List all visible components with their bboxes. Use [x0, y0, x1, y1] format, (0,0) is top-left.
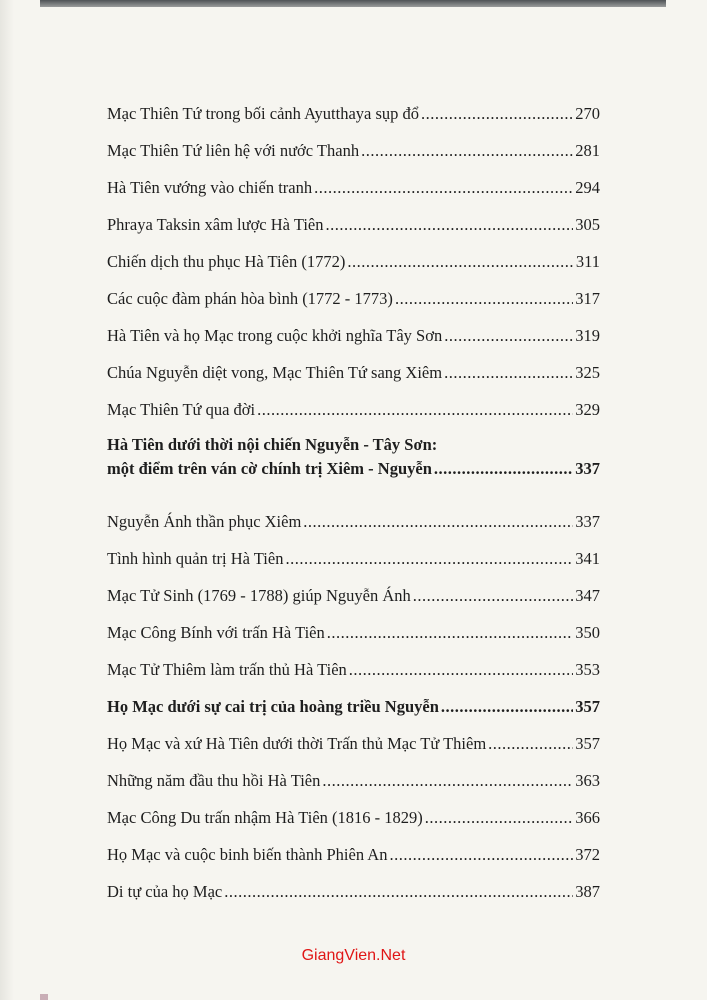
toc-entry — [107, 510, 600, 547]
toc-entry-title: Mạc Tử Thiêm làm trấn thủ Hà Tiên — [107, 660, 347, 679]
dot-leader — [444, 326, 573, 346]
toc-entry — [107, 102, 600, 139]
dot-leader — [441, 697, 573, 717]
toc-entry-page: 341 — [575, 549, 600, 568]
toc-entry-title: Hà Tiên và họ Mạc trong cuộc khởi nghĩa Tây Sơn — [107, 326, 443, 345]
toc-entry-page: 353 — [575, 660, 600, 679]
dot-leader — [434, 459, 573, 479]
toc-entry-page: 363 — [575, 771, 600, 790]
toc-section-heading — [107, 435, 600, 510]
toc-entry-page: 270 — [575, 104, 600, 123]
toc-entry-title: Những năm đầu thu hồi Hà Tiên — [107, 771, 321, 790]
page-edge-mark — [40, 994, 48, 1000]
toc-entry — [107, 324, 600, 361]
toc-entry-page: 366 — [575, 808, 600, 827]
dot-leader — [395, 289, 573, 309]
toc-entry-title: Mạc Thiên Tứ liên hệ với nước Thanh — [107, 141, 360, 160]
dot-leader — [413, 586, 573, 606]
toc-entry — [107, 213, 600, 250]
toc-entry-title: Chúa Nguyễn diệt vong, Mạc Thiên Tứ sang Xiêm — [107, 363, 443, 382]
page-gutter-shadow — [0, 0, 14, 1000]
dot-leader — [361, 141, 573, 161]
toc-entry-title: Mạc Công Du trấn nhậm Hà Tiên (1816 - 1829) — [107, 808, 423, 827]
toc-entry — [107, 139, 600, 176]
toc-entry-page: 337 — [575, 512, 600, 531]
toc-entry — [107, 176, 600, 213]
toc-entry-page: 387 — [575, 882, 600, 901]
toc-section-title-line1: Hà Tiên dưới thời nội chiến Nguyễn - Tây Sơn: — [107, 435, 438, 454]
toc-entry-page: 329 — [575, 400, 600, 419]
toc-section-title: Họ Mạc dưới sự cai trị của hoàng triều Nguyễn — [107, 697, 439, 716]
toc-entry-title: Các cuộc đàm phán hòa bình (1772 - 1773) — [107, 289, 393, 308]
toc-entry-page: 311 — [575, 252, 600, 271]
toc-entry-title: Di tự của họ Mạc — [107, 882, 223, 901]
toc-entry-title: Mạc Tử Sinh (1769 - 1788) giúp Nguyễn Ánh — [107, 586, 411, 605]
toc-entry — [107, 250, 600, 287]
toc-entry-page: 347 — [575, 586, 600, 605]
dot-leader — [327, 623, 574, 643]
toc-entry — [107, 658, 600, 695]
dot-leader — [347, 252, 574, 272]
toc-entry-page: 281 — [575, 141, 600, 160]
dot-leader — [285, 549, 573, 569]
toc-entry-title: Tình hình quản trị Hà Tiên — [107, 549, 284, 568]
toc-entry — [107, 361, 600, 398]
dot-leader — [349, 660, 573, 680]
toc-entry-page: 372 — [575, 845, 600, 864]
dot-leader — [421, 104, 573, 124]
toc-section-page: 337 — [575, 459, 600, 478]
toc-entry-page: 317 — [575, 289, 600, 308]
toc-section-page: 357 — [575, 697, 600, 716]
toc-entry-page: 319 — [575, 326, 600, 345]
toc-entry — [107, 880, 600, 917]
toc-entry — [107, 287, 600, 324]
toc-entry — [107, 547, 600, 584]
toc-entry-page: 350 — [575, 623, 600, 642]
toc-entry — [107, 584, 600, 621]
toc-entry — [107, 621, 600, 658]
toc-entry-title: Mạc Công Bính với trấn Hà Tiên — [107, 623, 325, 642]
toc-entry-title: Mạc Thiên Tứ qua đời — [107, 400, 256, 419]
dot-leader — [257, 400, 573, 420]
toc-entry — [107, 398, 600, 435]
toc-entry-page: 294 — [575, 178, 600, 197]
dot-leader — [444, 363, 573, 383]
toc-entry-title: Nguyễn Ánh thần phục Xiêm — [107, 512, 302, 531]
toc-entry — [107, 806, 600, 843]
dot-leader — [389, 845, 573, 865]
toc-entry-title: Hà Tiên vướng vào chiến tranh — [107, 178, 313, 197]
toc-entry-title: Họ Mạc và cuộc binh biến thành Phiên An — [107, 845, 388, 864]
dot-leader — [224, 882, 573, 902]
toc-entry — [107, 769, 600, 806]
dot-leader — [425, 808, 573, 828]
dot-leader — [488, 734, 573, 754]
book-top-edge — [40, 0, 666, 7]
toc-entry — [107, 843, 600, 880]
toc-section-heading — [107, 695, 600, 732]
toc-entry-page: 357 — [575, 734, 600, 753]
toc-entry — [107, 732, 600, 769]
dot-leader — [322, 771, 573, 791]
toc-section-title-line2: một điểm trên ván cờ chính trị Xiêm - Nguyễn — [107, 459, 432, 478]
toc-entry-title: Phraya Taksin xâm lược Hà Tiên — [107, 215, 324, 234]
toc-entry-page: 305 — [575, 215, 600, 234]
toc-entry-title: Họ Mạc và xứ Hà Tiên dưới thời Trấn thủ Mạc Tử Thiêm — [107, 734, 487, 753]
dot-leader — [325, 215, 573, 235]
watermark-text: GiangVien.Net — [301, 947, 406, 964]
table-of-contents — [107, 102, 600, 917]
dot-leader — [303, 512, 573, 532]
dot-leader — [314, 178, 573, 198]
toc-entry-page: 325 — [575, 363, 600, 382]
toc-entry-title: Mạc Thiên Tứ trong bối cảnh Ayutthaya sụp đổ — [107, 104, 420, 123]
toc-entry-title: Chiến dịch thu phục Hà Tiên (1772) — [107, 252, 346, 271]
